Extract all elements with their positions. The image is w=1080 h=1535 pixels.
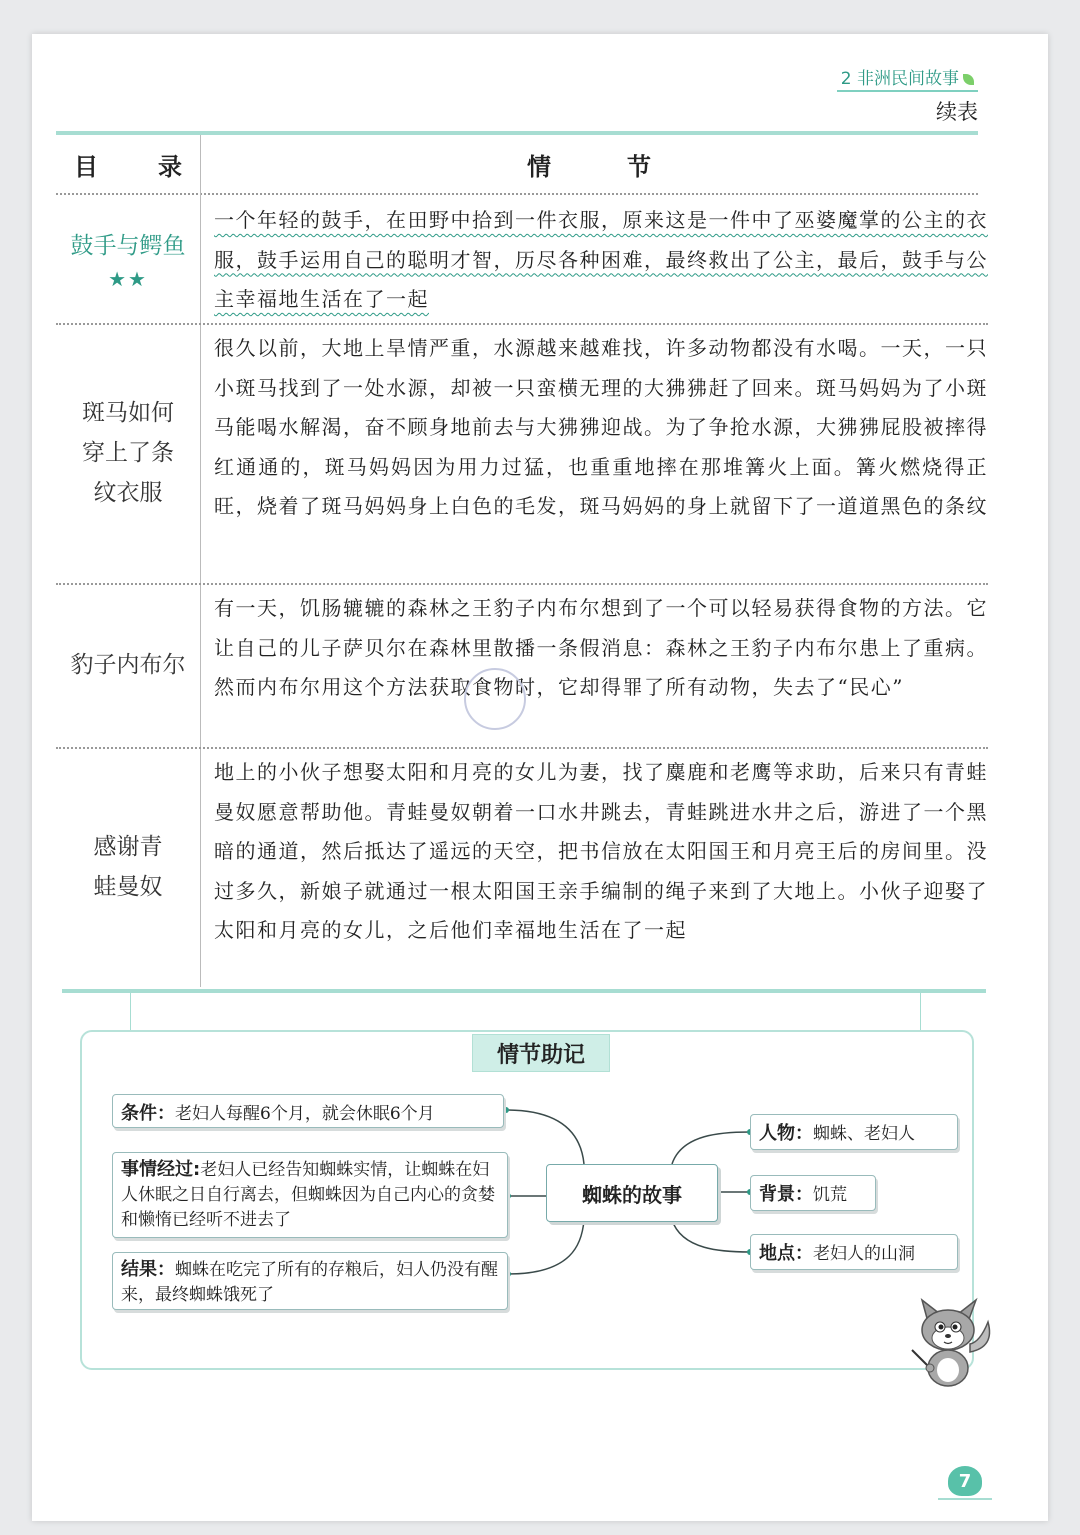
story-title-line: 鼓手与鳄鱼 xyxy=(70,233,186,259)
story-title xyxy=(56,195,200,323)
mindmap-title: 情节助记 xyxy=(472,1034,610,1072)
story-title-line: 蛙曼奴 xyxy=(93,874,163,900)
fox-mascot-icon xyxy=(900,1292,1000,1392)
book-page xyxy=(32,34,1048,1521)
node-label: 条件： xyxy=(121,1103,175,1124)
col-plot-header: 情 节 xyxy=(527,152,677,181)
mindmap-node-result xyxy=(112,1252,508,1310)
mindmap-node-process xyxy=(112,1152,508,1238)
story-title-line: 纹衣服 xyxy=(93,480,163,506)
leaf-icon xyxy=(963,74,974,85)
story-title-line: 穿上了条 xyxy=(82,440,174,466)
node-label: 地点： xyxy=(759,1243,813,1264)
story-plot: 很久以前，大地上旱情严重，水源越来越难找，许多动物都没有水喝。一天，一只小斑马找到了一处水源，却被一只蛮横无理的大狒狒赶了回来。斑马妈妈为了小斑马能喝水解渴，奋不顾身地前去与大狒狒迎战。为了争抢水源，大狒狒屁股被摔得红通通的，斑马妈妈因为用力过猛，也重重地摔在那堆篝火上面。篝火燃烧得正旺，烧着了斑马妈妈身上白色的毛发，斑马妈妈的身上就留下了一道道黑色的条纹 xyxy=(214,336,988,518)
table-row xyxy=(56,195,988,325)
col-category-header: 目 录 xyxy=(74,152,200,181)
story-title xyxy=(56,583,200,747)
mindmap-node-characters xyxy=(750,1114,958,1150)
mindmap-node-background xyxy=(750,1175,876,1211)
hanger-line xyxy=(920,993,921,1033)
star-rating-icon: ★★ xyxy=(108,267,148,291)
story-title-line: 斑马如何 xyxy=(82,400,174,426)
node-label: 事情经过: xyxy=(121,1159,201,1180)
story-title xyxy=(56,747,200,987)
page-number: 7 xyxy=(948,1466,982,1496)
node-label: 背景： xyxy=(759,1184,813,1205)
table-row xyxy=(56,583,988,749)
story-plot: 一个年轻的鼓手，在田野中拾到一件衣服，原来这是一件中了巫婆魔掌的公主的衣服，鼓手运用自己的聪明才智，历尽各种困难，最终救出了公主，最后，鼓手与公主幸福地生活在了一起 xyxy=(214,208,988,311)
node-text: 蜘蛛在吃完了所有的存粮后，妇人仍没有醒来，最终蜘蛛饿死了 xyxy=(121,1260,498,1305)
page-number-underline xyxy=(938,1492,992,1500)
touch-indicator xyxy=(464,668,526,730)
node-text: 老妇人每醒6个月，就会休眠6个月 xyxy=(175,1104,435,1124)
hanger-line xyxy=(130,993,131,1033)
chapter-tag-text: 2 非洲民间故事 xyxy=(840,69,959,89)
continued-label: 续表 xyxy=(936,100,978,124)
table-row xyxy=(56,323,988,585)
node-text: 饥荒 xyxy=(813,1185,847,1205)
table-header xyxy=(56,135,978,195)
node-label: 结果： xyxy=(121,1259,175,1280)
mindmap-node-location xyxy=(750,1234,958,1270)
table-row xyxy=(56,747,988,987)
node-text: 蜘蛛、老妇人 xyxy=(813,1124,915,1144)
node-text: 老妇人的山洞 xyxy=(813,1244,915,1264)
story-title xyxy=(56,323,200,583)
mindmap-center: 蜘蛛的故事 xyxy=(546,1164,718,1222)
chapter-tag xyxy=(837,64,978,92)
table-bottom-rule xyxy=(62,989,986,993)
story-plot: 地上的小伙子想娶太阳和月亮的女儿为妻，找了麋鹿和老鹰等求助，后来只有青蛙曼奴愿意帮助他。青蛙曼奴朝着一口水井跳去，青蛙跳进水井之后，游进了一个黑暗的通道，然后抵达了遥远的天空，把书信放在太阳国王和月亮王后的房间里。没过多久，新娘子就通过一根太阳国王亲手编制的绳子来到了大地上。小伙子迎娶了太阳和月亮的女儿，之后他们幸福地生活在了一起 xyxy=(214,760,988,942)
story-title-line: 感谢青 xyxy=(93,834,163,860)
story-title-line: 豹子内布尔 xyxy=(70,652,186,678)
node-text: 老妇人已经告知蜘蛛实情，让蜘蛛在妇人休眠之日自行离去，但蜘蛛因为自己内心的贪婪和懒惰已经听不进去了 xyxy=(121,1160,495,1230)
story-plot: 有一天，饥肠辘辘的森林之王豹子内布尔想到了一个可以轻易获得食物的方法。它让自己的儿子萨贝尔在森林里散播一条假消息：森林之王豹子内布尔患上了重病。然而内布尔用这个方法获取食物时，它却得罪了所有动物，失去了“民心” xyxy=(214,596,988,699)
node-label: 人物： xyxy=(759,1123,813,1144)
mindmap-node-condition xyxy=(112,1094,504,1128)
